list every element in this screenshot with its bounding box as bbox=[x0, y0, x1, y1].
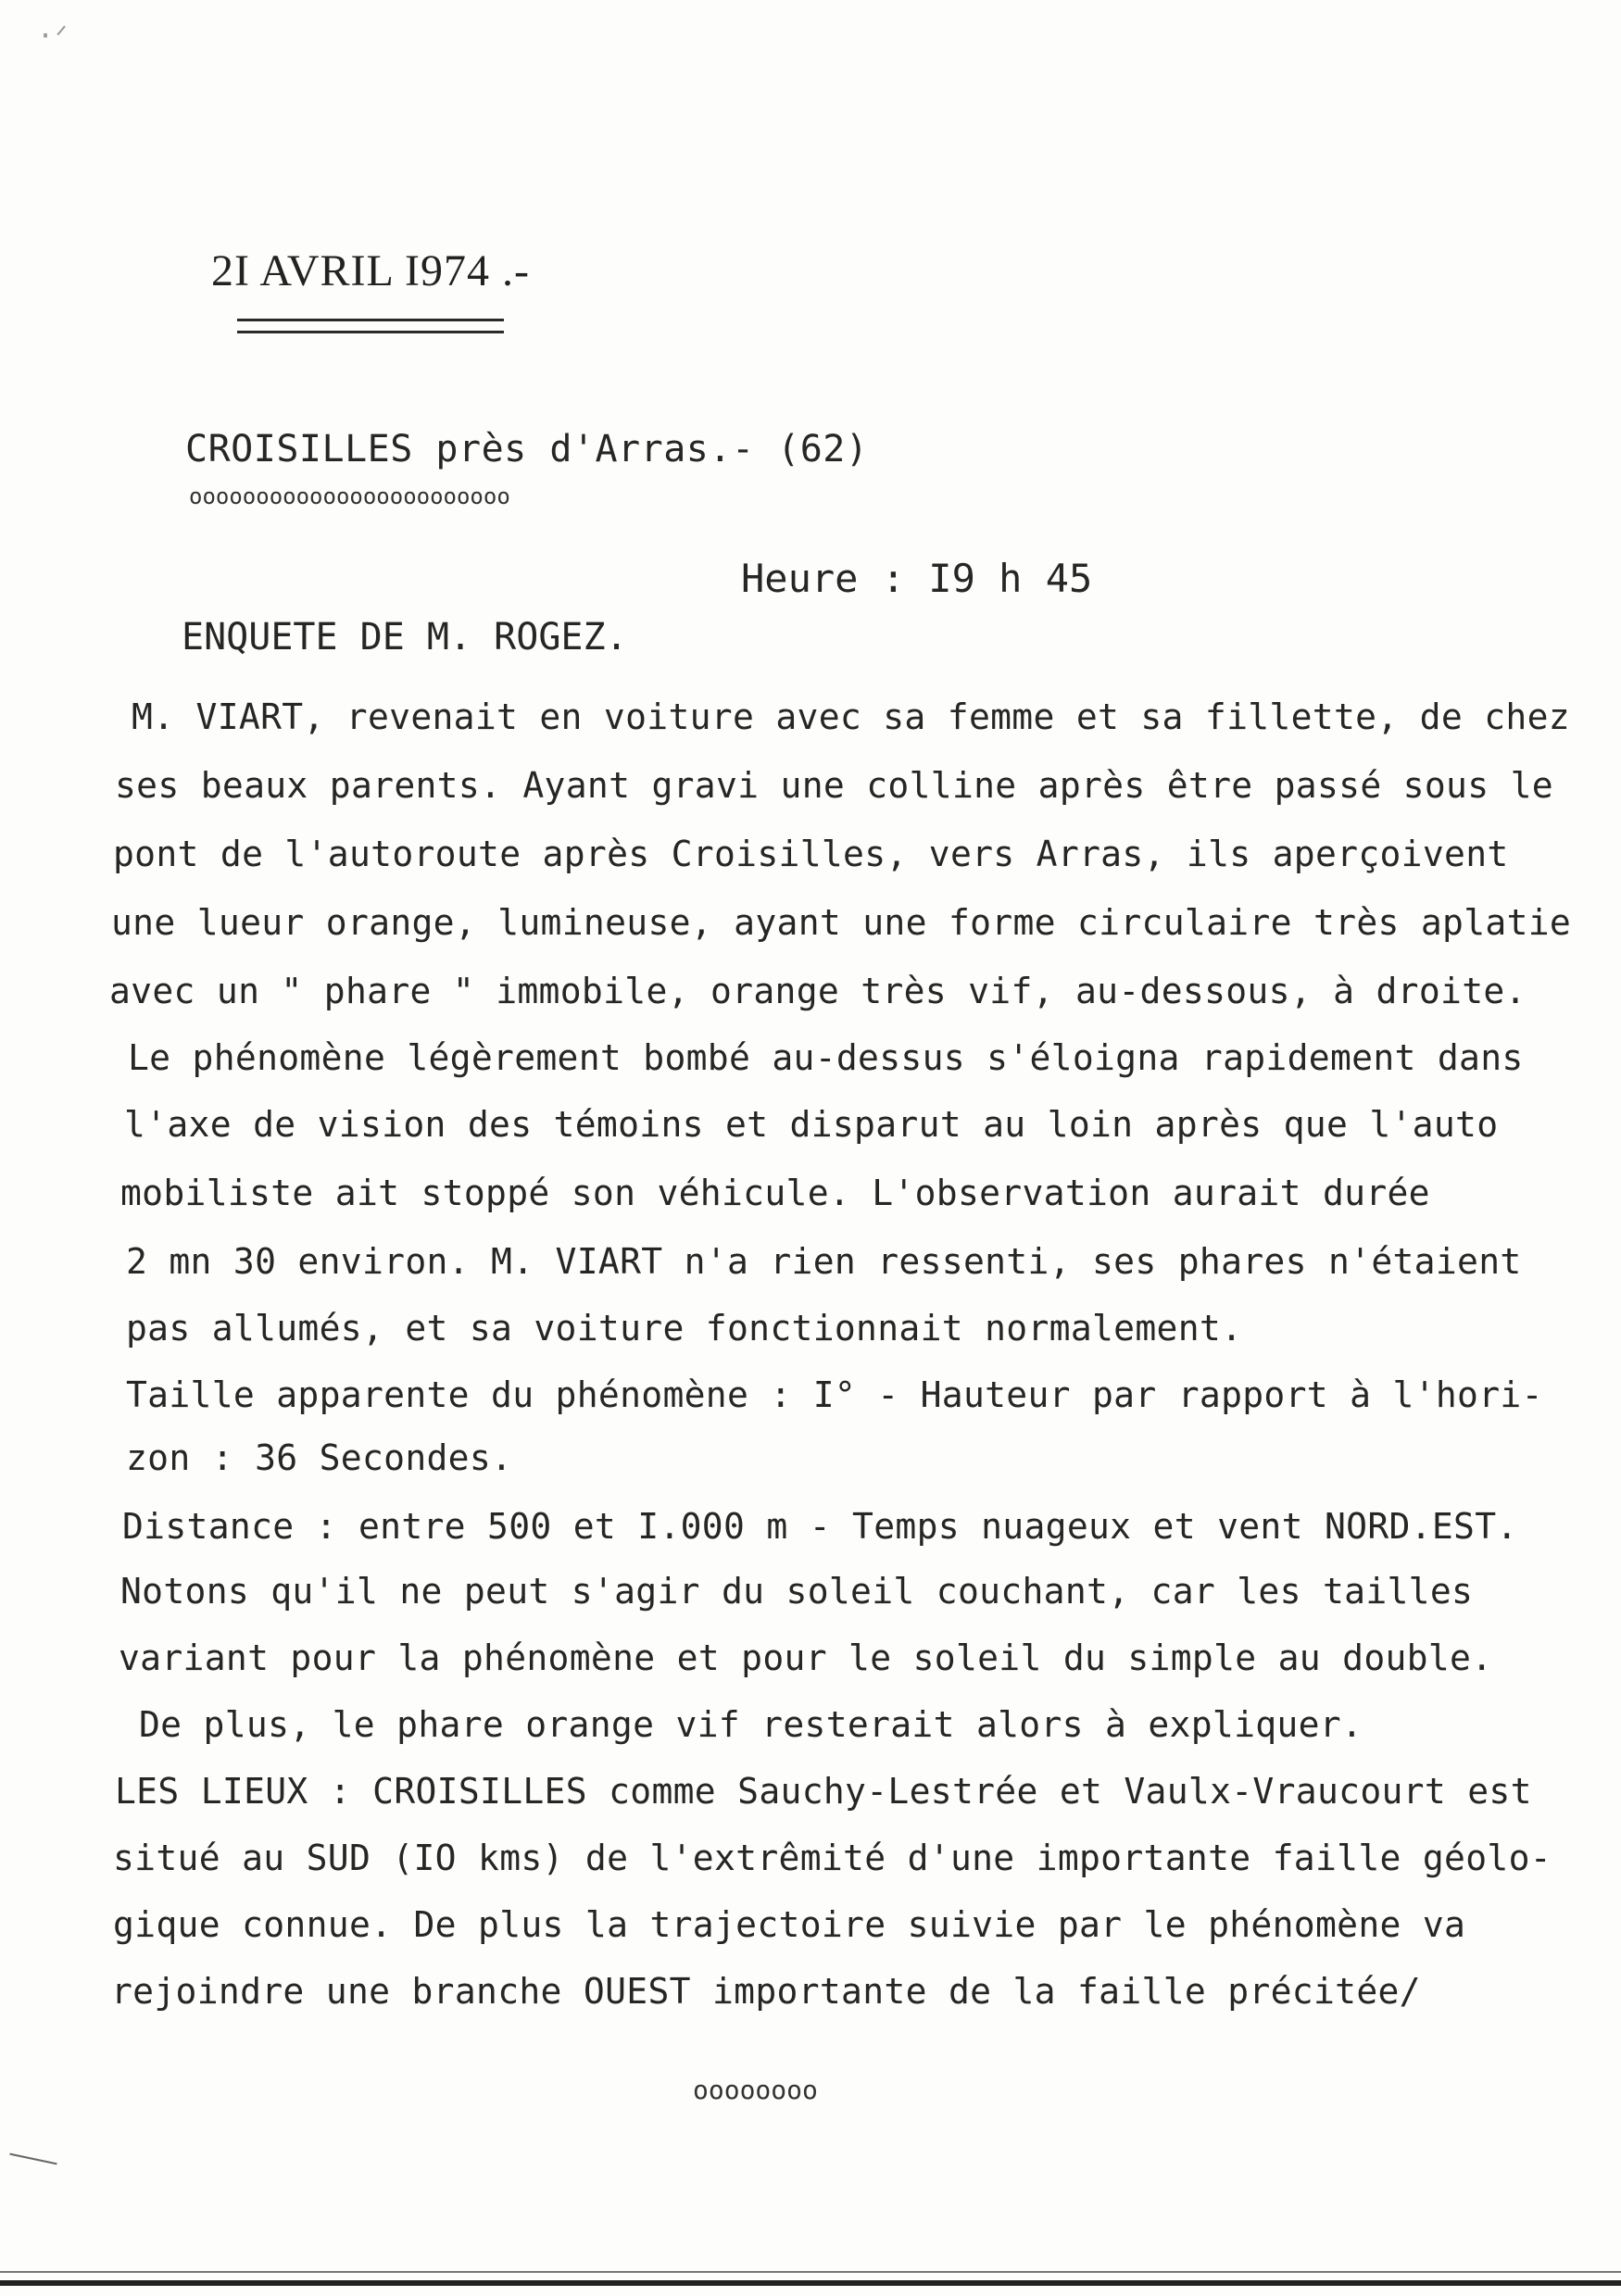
scan-edge-line bbox=[0, 2271, 1621, 2273]
report-date: 2I AVRIL I974 .- bbox=[211, 246, 530, 295]
observation-hour: Heure : I9 h 45 bbox=[741, 556, 1093, 601]
body-line: pas allumés, et sa voiture fonctionnait normalement. bbox=[126, 1308, 1243, 1349]
body-line: mobiliste ait stoppé son véhicule. L'observation aurait durée bbox=[120, 1173, 1430, 1213]
body-line: gique connue. De plus la trajectoire suivie par le phénomène va bbox=[113, 1904, 1466, 1945]
location-heading: CROISILLES près d'Arras.- (62) bbox=[185, 428, 869, 470]
body-line: M. VIART, revenait en voiture avec sa femme et sa fillette, de chez bbox=[132, 696, 1570, 737]
body-line: Le phénomène légèrement bombé au-dessus s'éloigna rapidement dans bbox=[128, 1037, 1524, 1078]
body-line: situé au SUD (IO kms) de l'extrêmité d'une importante faille géolo- bbox=[113, 1838, 1552, 1878]
body-line: Distance : entre 500 et I.000 m - Temps nuageux et vent NORD.EST. bbox=[122, 1506, 1518, 1547]
location-underline: oooooooooooooooooooooooo bbox=[189, 483, 510, 509]
body-line: Taille apparente du phénomène : I° - Hauteur par rapport à l'hori- bbox=[126, 1374, 1543, 1415]
body-line: variant pour la phénomène et pour le soleil du simple au double. bbox=[119, 1637, 1493, 1678]
body-line: 2 mn 30 environ. M. VIART n'a rien ressenti, ses phares n'étaient bbox=[126, 1241, 1522, 1282]
body-line: Notons qu'il ne peut s'agir du soleil couchant, car les tailles bbox=[120, 1571, 1474, 1612]
body-line: ses beaux parents. Ayant gravi une colline après être passé sous le bbox=[115, 765, 1553, 806]
scan-edge-bar bbox=[0, 2280, 1621, 2286]
body-line: une lueur orange, lumineuse, ayant une forme circulaire très aplatie bbox=[111, 902, 1572, 943]
body-line: LES LIEUX : CROISILLES comme Sauchy-Lestrée et Vaulx-Vraucourt est bbox=[115, 1771, 1532, 1812]
body-line: De plus, le phare orange vif resterait alors à expliquer. bbox=[139, 1704, 1363, 1745]
corner-mark: ·ᐟ bbox=[37, 20, 69, 53]
body-line: l'axe de vision des témoins et disparut au loin après que l'auto bbox=[124, 1104, 1499, 1145]
body-line: pont de l'autoroute après Croisilles, vers Arras, ils aperçoivent bbox=[113, 834, 1509, 874]
end-mark: oooooooo bbox=[693, 2075, 818, 2105]
scan-mark bbox=[9, 2153, 57, 2165]
inquiry-heading: ENQUETE DE M. ROGEZ. bbox=[182, 616, 628, 659]
date-double-underline bbox=[237, 319, 504, 333]
body-line: avec un " phare " immobile, orange très vif, au-dessous, à droite. bbox=[109, 971, 1527, 1011]
body-line: rejoindre une branche OUEST importante de la faille précitée/ bbox=[111, 1971, 1421, 2012]
body-line: zon : 36 Secondes. bbox=[126, 1437, 513, 1478]
